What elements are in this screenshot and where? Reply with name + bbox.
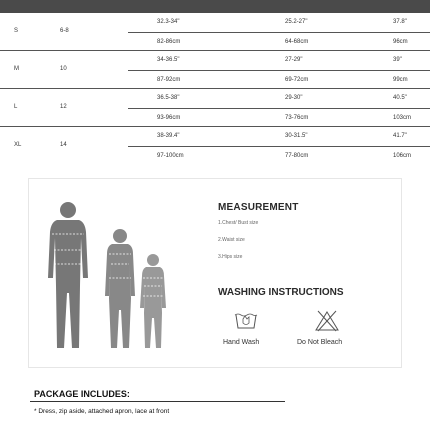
body-figures-illustration bbox=[35, 198, 185, 358]
waist-cm: 73-76cm bbox=[285, 115, 309, 121]
row-divider bbox=[128, 146, 430, 147]
chest-cm: 87-92cm bbox=[157, 77, 181, 83]
woman-figure bbox=[105, 229, 135, 348]
do-not-bleach-label: Do Not Bleach bbox=[297, 339, 343, 346]
row-divider bbox=[128, 70, 430, 71]
waist-inches: 27-29" bbox=[285, 57, 303, 63]
package-includes-text: * Dress, zip aside, attached apron, lace at front bbox=[34, 408, 170, 415]
hips-cm: 96cm bbox=[393, 39, 408, 45]
do-not-bleach-icon bbox=[314, 310, 340, 332]
row-divider bbox=[128, 108, 430, 109]
hips-cm: 99cm bbox=[393, 77, 408, 83]
hips-cm: 103cm bbox=[393, 115, 412, 121]
hips-inches: 37.8" bbox=[393, 19, 407, 25]
size-number: 6-8 bbox=[60, 28, 69, 34]
size-number: 10 bbox=[60, 66, 67, 72]
chest-inches: 36.5-38" bbox=[157, 95, 180, 101]
chest-cm: 93-96cm bbox=[157, 115, 181, 121]
hips-inches: 41.7" bbox=[393, 133, 407, 139]
child-figure bbox=[140, 254, 166, 348]
package-divider bbox=[30, 401, 285, 402]
chest-cm: 82-86cm bbox=[157, 39, 181, 45]
hips-inches: 40.5" bbox=[393, 95, 407, 101]
size-label: M bbox=[14, 66, 19, 72]
size-row-xl bbox=[0, 127, 430, 165]
hips-inches: 39" bbox=[393, 57, 402, 63]
chest-cm: 97-100cm bbox=[157, 153, 184, 159]
waist-inches: 30-31.5" bbox=[285, 133, 308, 139]
chest-inches: 38-39.4" bbox=[157, 133, 180, 139]
row-divider bbox=[128, 32, 430, 33]
waist-inches: 25.2-27" bbox=[285, 19, 308, 25]
size-label: XL bbox=[14, 142, 22, 148]
size-row-m bbox=[0, 51, 430, 89]
size-row-s bbox=[0, 13, 430, 51]
measurement-item-chest: 1.Chest/ Bust size bbox=[218, 220, 259, 226]
header-band bbox=[0, 0, 430, 13]
measurement-title: MEASUREMENT bbox=[218, 202, 299, 213]
size-label: S bbox=[14, 28, 19, 34]
chest-inches: 34-36.5" bbox=[157, 57, 180, 63]
waist-cm: 77-80cm bbox=[285, 153, 309, 159]
package-includes-title: PACKAGE INCLUDES: bbox=[34, 389, 130, 399]
hips-cm: 106cm bbox=[393, 153, 412, 159]
size-row-l bbox=[0, 89, 430, 127]
measurement-item-waist: 2.Waist size bbox=[218, 237, 245, 243]
waist-inches: 29-30" bbox=[285, 95, 303, 101]
hand-wash-icon bbox=[234, 310, 258, 330]
size-number: 14 bbox=[60, 142, 67, 148]
waist-cm: 69-72cm bbox=[285, 77, 309, 83]
size-label: L bbox=[14, 104, 18, 110]
waist-cm: 64-68cm bbox=[285, 39, 309, 45]
hand-wash-label: Hand Wash bbox=[223, 339, 260, 346]
washing-instructions-title: WASHING INSTRUCTIONS bbox=[218, 287, 344, 298]
man-figure bbox=[48, 202, 88, 348]
size-chart-table bbox=[0, 13, 430, 165]
chest-inches: 32.3-34" bbox=[157, 19, 180, 25]
size-number: 12 bbox=[60, 104, 67, 110]
measurement-item-hips: 3.Hips size bbox=[218, 254, 243, 260]
